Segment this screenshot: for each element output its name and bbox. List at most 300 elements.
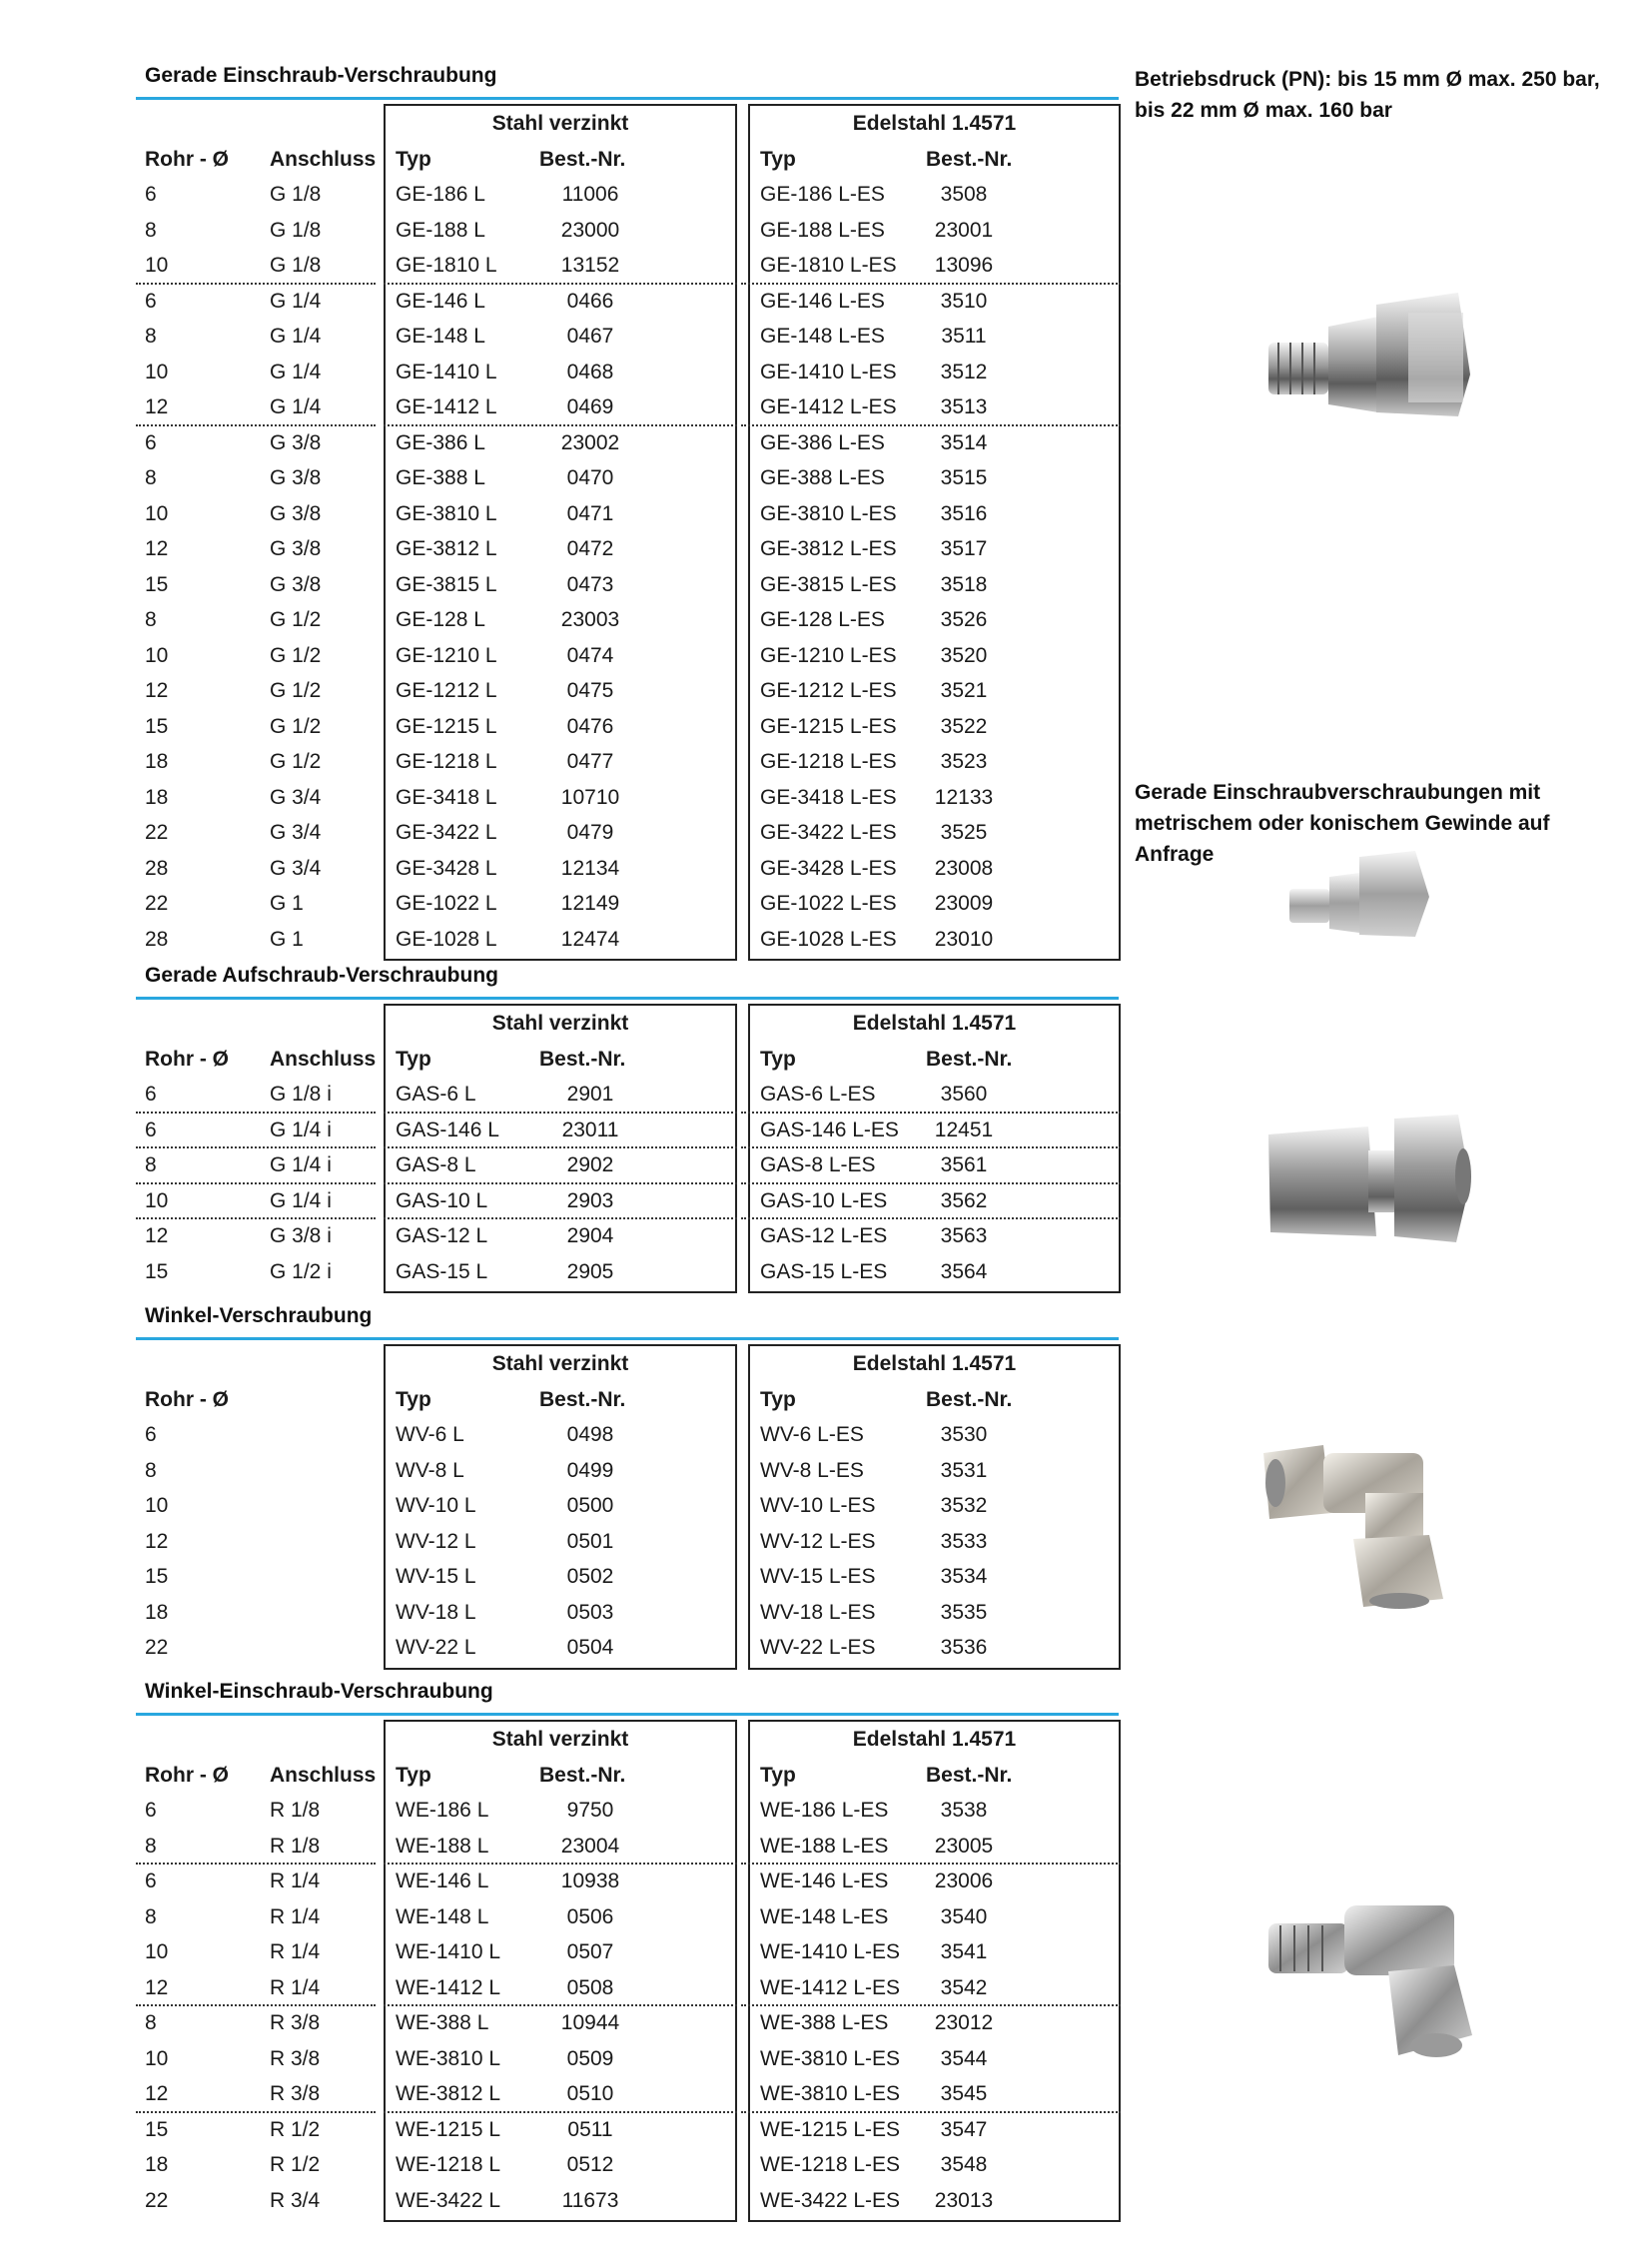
group-separator (384, 1182, 737, 1184)
table-row (136, 1829, 1119, 1865)
cell-rohr: 10 (145, 643, 169, 667)
cell-anschluss: G 3/8 i (270, 1224, 332, 1247)
group-separator (741, 1863, 1121, 1865)
cell-typ-stainless: GE-1810 L-ES (760, 254, 897, 277)
header-bestnr-stainless: Best.-Nr. (926, 1047, 1013, 1071)
cell-bestnr-steel: 0473 (566, 572, 614, 596)
cell-anschluss: G 1/4 (270, 325, 322, 348)
cell-bestnr-stainless: 3526 (940, 608, 988, 631)
cell-typ-stainless: GE-3422 L-ES (760, 821, 897, 844)
group-separator (741, 1217, 1121, 1219)
cell-typ-steel: GAS-146 L (396, 1118, 499, 1141)
cell-bestnr-steel: 13152 (560, 254, 620, 277)
cell-anschluss: G 1/8 (270, 183, 322, 206)
cell-bestnr-steel: 0471 (566, 501, 614, 525)
group-separator (384, 283, 737, 285)
cell-anschluss: G 1/4 i (270, 1118, 332, 1141)
column-header-row (136, 1042, 1119, 1078)
table-row (136, 284, 1119, 320)
cell-bestnr-stainless: 3564 (940, 1259, 988, 1283)
cell-typ-stainless: GE-1022 L-ES (760, 892, 897, 915)
cell-typ-steel: WV-18 L (396, 1600, 476, 1624)
table-row (136, 638, 1119, 674)
cell-bestnr-steel: 10938 (560, 1870, 620, 1892)
cell-bestnr-stainless: 3547 (940, 2117, 988, 2141)
cell-rohr: 6 (145, 1870, 157, 1892)
cell-anschluss: G 3/4 (270, 856, 322, 880)
cell-bestnr-steel: 0509 (566, 2046, 614, 2070)
cell-rohr: 6 (145, 289, 157, 313)
table-row (136, 389, 1119, 425)
cell-typ-steel: GE-148 L (396, 325, 485, 348)
section-divider (136, 1337, 1119, 1340)
table-row (136, 248, 1119, 284)
cell-typ-stainless: GE-1215 L-ES (760, 714, 897, 738)
cell-bestnr-stainless: 3514 (940, 430, 988, 454)
cell-typ-steel: GE-3428 L (396, 856, 497, 880)
cell-rohr: 22 (145, 821, 169, 844)
cell-anschluss: R 1/4 (270, 1975, 321, 1999)
cell-bestnr-steel: 2904 (566, 1224, 614, 1247)
cell-bestnr-steel: 0503 (566, 1600, 614, 1624)
cell-anschluss: R 1/2 (270, 2117, 321, 2141)
cell-typ-stainless: GE-128 L-ES (760, 608, 885, 631)
cell-typ-stainless: GE-3812 L-ES (760, 537, 897, 560)
table-row (136, 602, 1119, 638)
cell-bestnr-steel: 0475 (566, 679, 614, 702)
cell-typ-stainless: GAS-146 L-ES (760, 1118, 899, 1141)
cell-bestnr-steel: 9750 (566, 1799, 614, 1822)
cell-bestnr-stainless: 3525 (940, 821, 988, 844)
table-row (136, 460, 1119, 496)
table-row (136, 1970, 1119, 2006)
table-row (136, 709, 1119, 745)
steel-group-label: Stahl verzinkt (491, 112, 629, 135)
table-row (136, 1864, 1119, 1899)
header-rohr: Rohr - Ø (145, 1763, 229, 1787)
cell-anschluss: G 1/8 i (270, 1083, 332, 1106)
cell-bestnr-stainless: 3516 (940, 501, 988, 525)
cell-anschluss: G 3/8 (270, 501, 322, 525)
cell-typ-steel: WE-1215 L (396, 2117, 501, 2141)
cell-typ-steel: WV-10 L (396, 1494, 476, 1517)
cell-bestnr-steel: 0469 (566, 395, 614, 418)
cell-rohr: 10 (145, 254, 169, 277)
header-bestnr-steel: Best.-Nr. (539, 1047, 626, 1071)
section-title: Winkel-Einschraub-Verschraubung (145, 1680, 493, 1703)
cell-typ-steel: WE-148 L (396, 1904, 489, 1928)
group-separator (384, 1146, 737, 1148)
cell-typ-steel: GE-3815 L (396, 572, 497, 596)
cell-typ-stainless: GE-1410 L-ES (760, 360, 897, 383)
cell-bestnr-stainless: 23001 (934, 218, 994, 242)
cell-typ-steel: GE-3810 L (396, 501, 497, 525)
table-row (136, 1524, 1119, 1560)
table-row (136, 673, 1119, 709)
cell-typ-stainless: GE-388 L-ES (760, 466, 885, 489)
cell-anschluss: R 1/8 (270, 1799, 321, 1822)
cell-bestnr-stainless: 3538 (940, 1799, 988, 1822)
cell-bestnr-steel: 2901 (566, 1083, 614, 1106)
steel-group-label: Stahl verzinkt (491, 1352, 629, 1375)
column-header-row (136, 1382, 1119, 1418)
cell-bestnr-steel: 23002 (560, 430, 620, 454)
cell-bestnr-stainless: 3508 (940, 183, 988, 206)
cell-typ-steel: GAS-6 L (396, 1083, 476, 1106)
cell-anschluss: R 3/8 (270, 2011, 321, 2034)
cell-typ-steel: GE-386 L (396, 430, 485, 454)
pressure-note: Betriebsdruck (PN): bis 15 mm Ø max. 250 bar, bis 22 mm Ø max. 160 bar (1135, 68, 1600, 122)
cell-anschluss: R 3/8 (270, 2082, 321, 2105)
cell-typ-steel: GE-1215 L (396, 714, 497, 738)
group-separator (136, 1146, 376, 1148)
cell-rohr: 28 (145, 856, 169, 880)
cell-typ-steel: GE-3812 L (396, 537, 497, 560)
cell-rohr: 8 (145, 1458, 157, 1482)
cell-bestnr-steel: 2903 (566, 1188, 614, 1212)
table-row (136, 1218, 1119, 1254)
cell-rohr: 10 (145, 1188, 169, 1212)
cell-typ-stainless: WV-15 L-ES (760, 1565, 876, 1588)
cell-typ-stainless: GE-1218 L-ES (760, 750, 897, 773)
table-row (136, 319, 1119, 355)
cell-bestnr-steel: 0466 (566, 289, 614, 313)
cell-anschluss: G 1/4 (270, 360, 322, 383)
cell-typ-stainless: GAS-12 L-ES (760, 1224, 888, 1247)
cell-typ-steel: GE-188 L (396, 218, 485, 242)
group-separator (384, 1112, 737, 1114)
cell-typ-steel: WV-8 L (396, 1458, 464, 1482)
group-separator (741, 1182, 1121, 1184)
cell-typ-stainless: GE-3815 L-ES (760, 572, 897, 596)
cell-rohr: 10 (145, 1940, 169, 1963)
cell-typ-steel: WV-15 L (396, 1565, 476, 1588)
cell-bestnr-stainless: 3513 (940, 395, 988, 418)
cell-typ-stainless: WV-8 L-ES (760, 1458, 864, 1482)
straight-male-fitting-small-image (1283, 837, 1443, 947)
table-row (136, 1488, 1119, 1524)
cell-rohr: 22 (145, 2188, 169, 2212)
cell-bestnr-steel: 0504 (566, 1636, 614, 1659)
cell-typ-stainless: WE-3810 L-ES (760, 2046, 901, 2070)
group-separator (384, 2004, 737, 2006)
cell-typ-steel: WE-1410 L (396, 1940, 501, 1963)
cell-bestnr-steel: 11673 (561, 2188, 619, 2212)
cell-bestnr-stainless: 23005 (934, 1834, 994, 1858)
cell-typ-steel: GE-3422 L (396, 821, 497, 844)
header-anschluss: Anschluss (270, 147, 377, 171)
cell-typ-steel: WE-3422 L (396, 2188, 501, 2212)
cell-typ-stainless: GE-1212 L-ES (760, 679, 897, 702)
cell-anschluss: G 1 (270, 892, 304, 915)
cell-rohr: 10 (145, 2046, 169, 2070)
cell-typ-steel: WV-22 L (396, 1636, 476, 1659)
cell-bestnr-stainless: 3522 (940, 714, 988, 738)
cell-anschluss: G 3/8 (270, 537, 322, 560)
cell-rohr: 18 (145, 750, 169, 773)
cell-bestnr-steel: 23004 (560, 1834, 620, 1858)
section-title: Gerade Aufschraub-Verschraubung (145, 964, 498, 987)
cell-bestnr-stainless: 12451 (934, 1118, 994, 1141)
cell-typ-stainless: GE-1028 L-ES (760, 927, 897, 951)
cell-rohr: 6 (145, 183, 157, 206)
header-typ-steel: Typ (396, 1763, 431, 1787)
cell-bestnr-stainless: 23012 (934, 2011, 994, 2034)
cell-anschluss: G 3/4 (270, 821, 322, 844)
cell-typ-steel: WE-3812 L (396, 2082, 501, 2105)
cell-anschluss: G 1/8 (270, 218, 322, 242)
cell-anschluss: G 3/8 (270, 572, 322, 596)
section-title: Winkel-Verschraubung (145, 1304, 373, 1327)
cell-bestnr-stainless: 3541 (940, 1940, 988, 1963)
header-bestnr-stainless: Best.-Nr. (926, 147, 1013, 171)
cell-rohr: 18 (145, 2153, 169, 2176)
cell-bestnr-steel: 0500 (566, 1494, 614, 1517)
cell-typ-steel: WV-6 L (396, 1423, 464, 1446)
cell-bestnr-stainless: 23010 (934, 927, 994, 951)
cell-bestnr-stainless: 3518 (940, 572, 988, 596)
cell-bestnr-stainless: 3523 (940, 750, 988, 773)
cell-rohr: 6 (145, 1083, 157, 1106)
cell-bestnr-steel: 0472 (566, 537, 614, 560)
table-row (136, 1793, 1119, 1829)
cell-typ-stainless: GE-3810 L-ES (760, 501, 897, 525)
header-bestnr-steel: Best.-Nr. (539, 1763, 626, 1787)
cell-bestnr-stainless: 3535 (940, 1600, 988, 1624)
group-header-row (136, 1346, 1119, 1382)
header-typ-stainless: Typ (760, 147, 796, 171)
cell-anschluss: R 1/4 (270, 1870, 321, 1892)
cell-anschluss: G 1/2 (270, 714, 322, 738)
cell-rohr: 8 (145, 325, 157, 348)
cell-bestnr-stainless: 3530 (940, 1423, 988, 1446)
section-title: Gerade Einschraub-Verschraubung (145, 64, 497, 87)
cell-anschluss: G 3/8 (270, 430, 322, 454)
table-row (136, 815, 1119, 851)
cell-anschluss: R 1/4 (270, 1940, 321, 1963)
cell-bestnr-stainless: 3548 (940, 2153, 988, 2176)
cell-rohr: 8 (145, 1153, 157, 1176)
group-separator (136, 1863, 376, 1865)
cell-bestnr-steel: 0512 (566, 2153, 614, 2176)
cell-rohr: 8 (145, 218, 157, 242)
group-separator (136, 1217, 376, 1219)
table-row (136, 1934, 1119, 1970)
cell-bestnr-stainless: 3511 (941, 325, 987, 348)
cell-typ-stainless: WE-186 L-ES (760, 1799, 889, 1822)
cell-typ-stainless: GAS-6 L-ES (760, 1083, 876, 1106)
header-anschluss: Anschluss (270, 1047, 377, 1071)
cell-rohr: 12 (145, 1529, 169, 1553)
group-separator (741, 283, 1121, 285)
column-header-row (136, 1758, 1119, 1794)
table-row (136, 1183, 1119, 1219)
cell-typ-steel: GE-388 L (396, 466, 485, 489)
cell-rohr: 18 (145, 1600, 169, 1624)
header-typ-stainless: Typ (760, 1047, 796, 1071)
cell-typ-steel: WE-1218 L (396, 2153, 501, 2176)
cell-typ-steel: GE-3418 L (396, 785, 497, 809)
group-separator (384, 2111, 737, 2113)
group-separator (384, 1217, 737, 1219)
cell-typ-steel: WE-1412 L (396, 1975, 501, 1999)
cell-anschluss: G 1/2 (270, 750, 322, 773)
table-row (136, 355, 1119, 390)
cell-rohr: 12 (145, 537, 169, 560)
cell-rohr: 8 (145, 608, 157, 631)
group-separator (741, 2111, 1121, 2113)
cell-bestnr-steel: 12149 (560, 892, 620, 915)
cell-anschluss: G 1/2 (270, 679, 322, 702)
header-typ-steel: Typ (396, 1387, 431, 1411)
header-typ-steel: Typ (396, 1047, 431, 1071)
cell-typ-stainless: GE-1412 L-ES (760, 395, 897, 418)
cell-anschluss: G 1 (270, 927, 304, 951)
cell-bestnr-steel: 0479 (566, 821, 614, 844)
table-row (136, 886, 1119, 922)
cell-anschluss: G 3/8 (270, 466, 322, 489)
group-separator (136, 1182, 376, 1184)
cell-bestnr-steel: 2905 (566, 1259, 614, 1283)
cell-typ-stainless: WE-188 L-ES (760, 1834, 889, 1858)
cell-typ-steel: WE-188 L (396, 1834, 489, 1858)
group-separator (136, 2111, 376, 2113)
cell-typ-stainless: WV-6 L-ES (760, 1423, 864, 1446)
cell-typ-stainless: WE-3422 L-ES (760, 2188, 901, 2212)
table-row (136, 567, 1119, 603)
header-anschluss: Anschluss (270, 1763, 377, 1787)
table-row (136, 2147, 1119, 2183)
header-rohr: Rohr - Ø (145, 1387, 229, 1411)
cell-bestnr-steel: 0467 (566, 325, 614, 348)
cell-rohr: 10 (145, 501, 169, 525)
cell-typ-stainless: GAS-8 L-ES (760, 1153, 876, 1176)
cell-typ-steel: WE-388 L (396, 2011, 489, 2034)
cell-typ-steel: GE-1410 L (396, 360, 497, 383)
cell-bestnr-stainless: 3540 (940, 1904, 988, 1928)
cell-rohr: 28 (145, 927, 169, 951)
table-row (136, 1077, 1119, 1113)
header-typ-stainless: Typ (760, 1763, 796, 1787)
cell-bestnr-stainless: 3517 (940, 537, 988, 560)
cell-bestnr-steel: 0499 (566, 1458, 614, 1482)
cell-bestnr-stainless: 3512 (940, 360, 988, 383)
cell-bestnr-steel: 0511 (567, 2117, 613, 2141)
cell-bestnr-steel: 2902 (566, 1153, 614, 1176)
cell-anschluss: G 1/4 (270, 395, 322, 418)
cell-typ-steel: GE-1028 L (396, 927, 497, 951)
straight-female-fitting-image (1258, 1107, 1478, 1256)
cell-typ-stainless: GE-186 L-ES (760, 183, 885, 206)
cell-typ-steel: GAS-12 L (396, 1224, 488, 1247)
section-divider (136, 97, 1119, 100)
cell-typ-steel: GE-128 L (396, 608, 485, 631)
cell-bestnr-steel: 0470 (566, 466, 614, 489)
cell-rohr: 8 (145, 1834, 157, 1858)
header-bestnr-stainless: Best.-Nr. (926, 1387, 1013, 1411)
cell-typ-steel: GAS-10 L (396, 1188, 488, 1212)
table-row (136, 851, 1119, 887)
group-separator (741, 1112, 1121, 1114)
cell-typ-steel: GE-1218 L (396, 750, 497, 773)
cell-anschluss: R 1/4 (270, 1904, 321, 1928)
group-separator (384, 424, 737, 426)
header-bestnr-steel: Best.-Nr. (539, 1387, 626, 1411)
group-separator (741, 424, 1121, 426)
cell-typ-stainless: WE-1218 L-ES (760, 2153, 901, 2176)
table-row (136, 1453, 1119, 1489)
cell-rohr: 12 (145, 2082, 169, 2105)
table-row (136, 1899, 1119, 1935)
cell-anschluss: R 1/8 (270, 1834, 321, 1858)
table-row (136, 1630, 1119, 1666)
cell-typ-stainless: WE-148 L-ES (760, 1904, 889, 1928)
cell-rohr: 18 (145, 785, 169, 809)
table-row (136, 1559, 1119, 1595)
cell-bestnr-steel: 12474 (560, 927, 620, 951)
section-divider (136, 1713, 1119, 1716)
cell-typ-stainless: GE-1210 L-ES (760, 643, 897, 667)
straight-male-fitting-image (1258, 285, 1488, 434)
table-row (136, 1254, 1119, 1290)
cell-rohr: 15 (145, 2117, 169, 2141)
cell-typ-steel: WE-146 L (396, 1870, 489, 1892)
cell-bestnr-stainless: 3536 (940, 1636, 988, 1659)
header-typ-stainless: Typ (760, 1387, 796, 1411)
cell-bestnr-stainless: 3510 (940, 289, 988, 313)
cell-typ-stainless: WE-1410 L-ES (760, 1940, 901, 1963)
cell-bestnr-steel: 0501 (566, 1529, 614, 1553)
cell-rohr: 8 (145, 466, 157, 489)
cell-bestnr-steel: 0507 (566, 1940, 614, 1963)
cell-bestnr-steel: 0502 (566, 1565, 614, 1588)
table-row (136, 2183, 1119, 2219)
group-separator (384, 1863, 737, 1865)
header-bestnr-stainless: Best.-Nr. (926, 1763, 1013, 1787)
table-row (136, 531, 1119, 567)
cell-anschluss: R 3/8 (270, 2046, 321, 2070)
cell-typ-steel: GE-1212 L (396, 679, 497, 702)
cell-rohr: 10 (145, 360, 169, 383)
table-row (136, 2041, 1119, 2077)
cell-typ-steel: GE-1412 L (396, 395, 497, 418)
cell-typ-stainless: WE-3810 L-ES (760, 2082, 901, 2105)
cell-rohr: 12 (145, 1975, 169, 1999)
table-row (136, 1417, 1119, 1453)
cell-bestnr-stainless: 3531 (940, 1458, 988, 1482)
header-rohr: Rohr - Ø (145, 147, 229, 171)
cell-bestnr-stainless: 3534 (940, 1565, 988, 1588)
cell-bestnr-stainless: 3515 (940, 466, 988, 489)
cell-bestnr-stainless: 3544 (940, 2046, 988, 2070)
cell-bestnr-stainless: 3562 (940, 1188, 988, 1212)
cell-typ-stainless: WE-1412 L-ES (760, 1975, 901, 1999)
cell-anschluss: G 3/4 (270, 785, 322, 809)
group-separator (741, 1146, 1121, 1148)
cell-typ-steel: WE-186 L (396, 1799, 489, 1822)
header-rohr: Rohr - Ø (145, 1047, 229, 1071)
cell-bestnr-stainless: 23009 (934, 892, 994, 915)
cell-typ-stainless: WV-10 L-ES (760, 1494, 876, 1517)
cell-typ-steel: GE-1210 L (396, 643, 497, 667)
cell-rohr: 12 (145, 679, 169, 702)
cell-rohr: 22 (145, 1636, 169, 1659)
stainless-group-label: Edelstahl 1.4571 (852, 112, 1017, 135)
cell-typ-steel: WE-3810 L (396, 2046, 501, 2070)
cell-bestnr-steel: 0498 (566, 1423, 614, 1446)
group-separator (136, 1112, 376, 1114)
cell-bestnr-stainless: 3520 (940, 643, 988, 667)
